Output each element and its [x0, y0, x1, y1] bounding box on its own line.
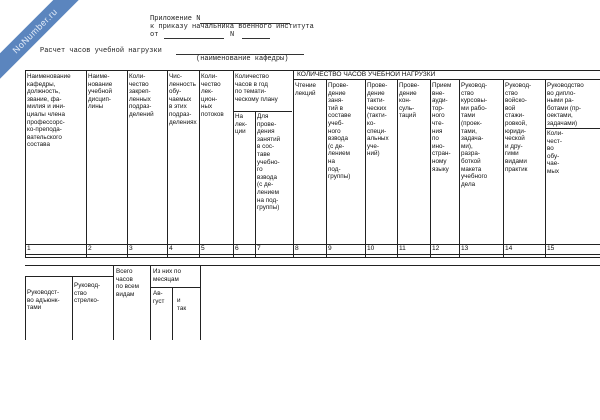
- col-border: [200, 265, 201, 340]
- col-number: 1: [27, 245, 31, 252]
- col-number: 11: [399, 245, 406, 252]
- order-number-line: [242, 38, 270, 39]
- col-header-units-count: Коли- чество закреп- ленных подраз- делений: [129, 73, 154, 118]
- col-header-discipline: Наиме- нование учебной дисцип- лины: [88, 73, 113, 111]
- col-border: [430, 79, 431, 257]
- date-line: [164, 38, 224, 39]
- col-border: [233, 70, 234, 257]
- col-header-platoon-classes: Для прове- дения занятий в сос- таве учебно- го взвода (с де- лением на под- группы): [257, 113, 281, 212]
- col-border: [199, 70, 200, 257]
- numbers-row-top: [25, 244, 600, 245]
- order-number-label: N: [230, 31, 235, 39]
- col-number: 5: [201, 245, 205, 252]
- col-number: 9: [328, 245, 332, 252]
- col-number: 15: [547, 245, 555, 252]
- col-border: [72, 276, 73, 340]
- col-number: 3: [129, 245, 133, 252]
- col-header-lectures: На лек- ции: [235, 113, 248, 136]
- col-number: 4: [169, 245, 173, 252]
- band-bottom-border: [293, 79, 600, 80]
- col-border: [503, 79, 504, 257]
- col-number: 14: [505, 245, 513, 252]
- department-caption: (наименование кафедры): [196, 55, 289, 63]
- col-border: [545, 79, 546, 257]
- col15-split-border: [545, 128, 600, 129]
- table2-month-split: [150, 287, 200, 288]
- col-border: [86, 70, 87, 257]
- col-header-lecture-streams: Коли- чество лек- цион- ных потоков: [201, 73, 224, 118]
- col-header-diploma-count: Коли- чест- во обу- чае- мых: [547, 130, 564, 175]
- col-border: [397, 79, 398, 257]
- col-header-by-months: Из них по месяцам: [153, 268, 181, 283]
- col-header-reading-lectures: Чтение лекций: [295, 82, 317, 97]
- col-header-august: Ав- густ: [153, 290, 165, 305]
- col-number: 6: [235, 245, 239, 252]
- calc-title: Расчет часов учебной нагрузки: [40, 47, 162, 55]
- numbers-row-double: [25, 257, 600, 258]
- numbers-row-bottom: [25, 254, 600, 255]
- col-border: [293, 70, 294, 257]
- col-header-tactical-exercises: Прове- дение такти- ческих (такти- ко- специ- альных уче- ний): [367, 82, 389, 158]
- col-border: [25, 276, 26, 340]
- col67-split-border: [233, 111, 292, 112]
- col-header-diploma: Руководство во дипло- ными ра- ботами (пр- оектами, задачами): [547, 82, 584, 127]
- col-number: 8: [295, 245, 299, 252]
- col-header-adjuncts: Руководст- во адъюнк- тами: [27, 289, 60, 312]
- col-border: [25, 70, 26, 257]
- col-number: 13: [461, 245, 469, 252]
- table2-left-subhead-border: [25, 276, 113, 277]
- col-header-consultations: Прове- дение кон- суль- таций: [399, 82, 420, 120]
- col-border: [459, 79, 460, 257]
- order-label: к приказу начальника военного института: [150, 23, 314, 31]
- col-header-hours-plan: Количество часов в год по темати- ческому плану: [235, 73, 278, 103]
- col-header-foreign-reading: Прием вне- ауди- тор- ного чте- ния по ино- стран- ному языку: [432, 82, 452, 173]
- col-border: [172, 287, 173, 340]
- col-number: 2: [88, 245, 92, 252]
- col-number: 10: [367, 245, 375, 252]
- col-border: [113, 265, 114, 340]
- col-header-name-position: Наименование кафедры, должность, звание, фа- милия и ини- циалы члена профессорс- ко-препода- вательского состава: [27, 73, 71, 149]
- col-header-total-hours: Всего часов по всем видам: [116, 268, 139, 298]
- watermark-ribbon: NoNumber.ru: [0, 0, 94, 90]
- appendix-label: Приложение N: [150, 15, 201, 23]
- col-header-etc: и так: [177, 297, 187, 312]
- col-header-trainees-count: Чис- ленность обу- чаемых в этих подраз- делениях: [169, 73, 197, 126]
- col-border: [255, 111, 256, 257]
- col-number: 7: [257, 245, 261, 252]
- col-header-practice: Руковод- ство войско- вой стажи- ровкой, юриди- ческой и дру- гими видами практик: [505, 82, 532, 173]
- band-header: КОЛИЧЕСТВО ЧАСОВ УЧЕБНОЙ НАГРУЗКИ: [297, 71, 436, 78]
- col-header-shooting: Руковод- ство стрелко-: [74, 282, 101, 305]
- table2-top-border: [25, 265, 600, 266]
- col-header-coursework: Руковод- ство курсовы- ми рабо- тами (проек- тами, задача- ми), разра- боткой макета учебного дела: [461, 82, 488, 188]
- col-number: 12: [432, 245, 440, 252]
- col-header-conducting-classes: Прове- дение заня- тий в составе учеб- ного взвода (с де- лением на под- группы): [328, 82, 351, 181]
- col-border: [326, 79, 327, 257]
- col-border: [365, 79, 366, 257]
- col-border: [127, 70, 128, 257]
- date-prefix: от: [150, 31, 159, 39]
- col-border: [150, 265, 151, 340]
- col-border: [167, 70, 168, 257]
